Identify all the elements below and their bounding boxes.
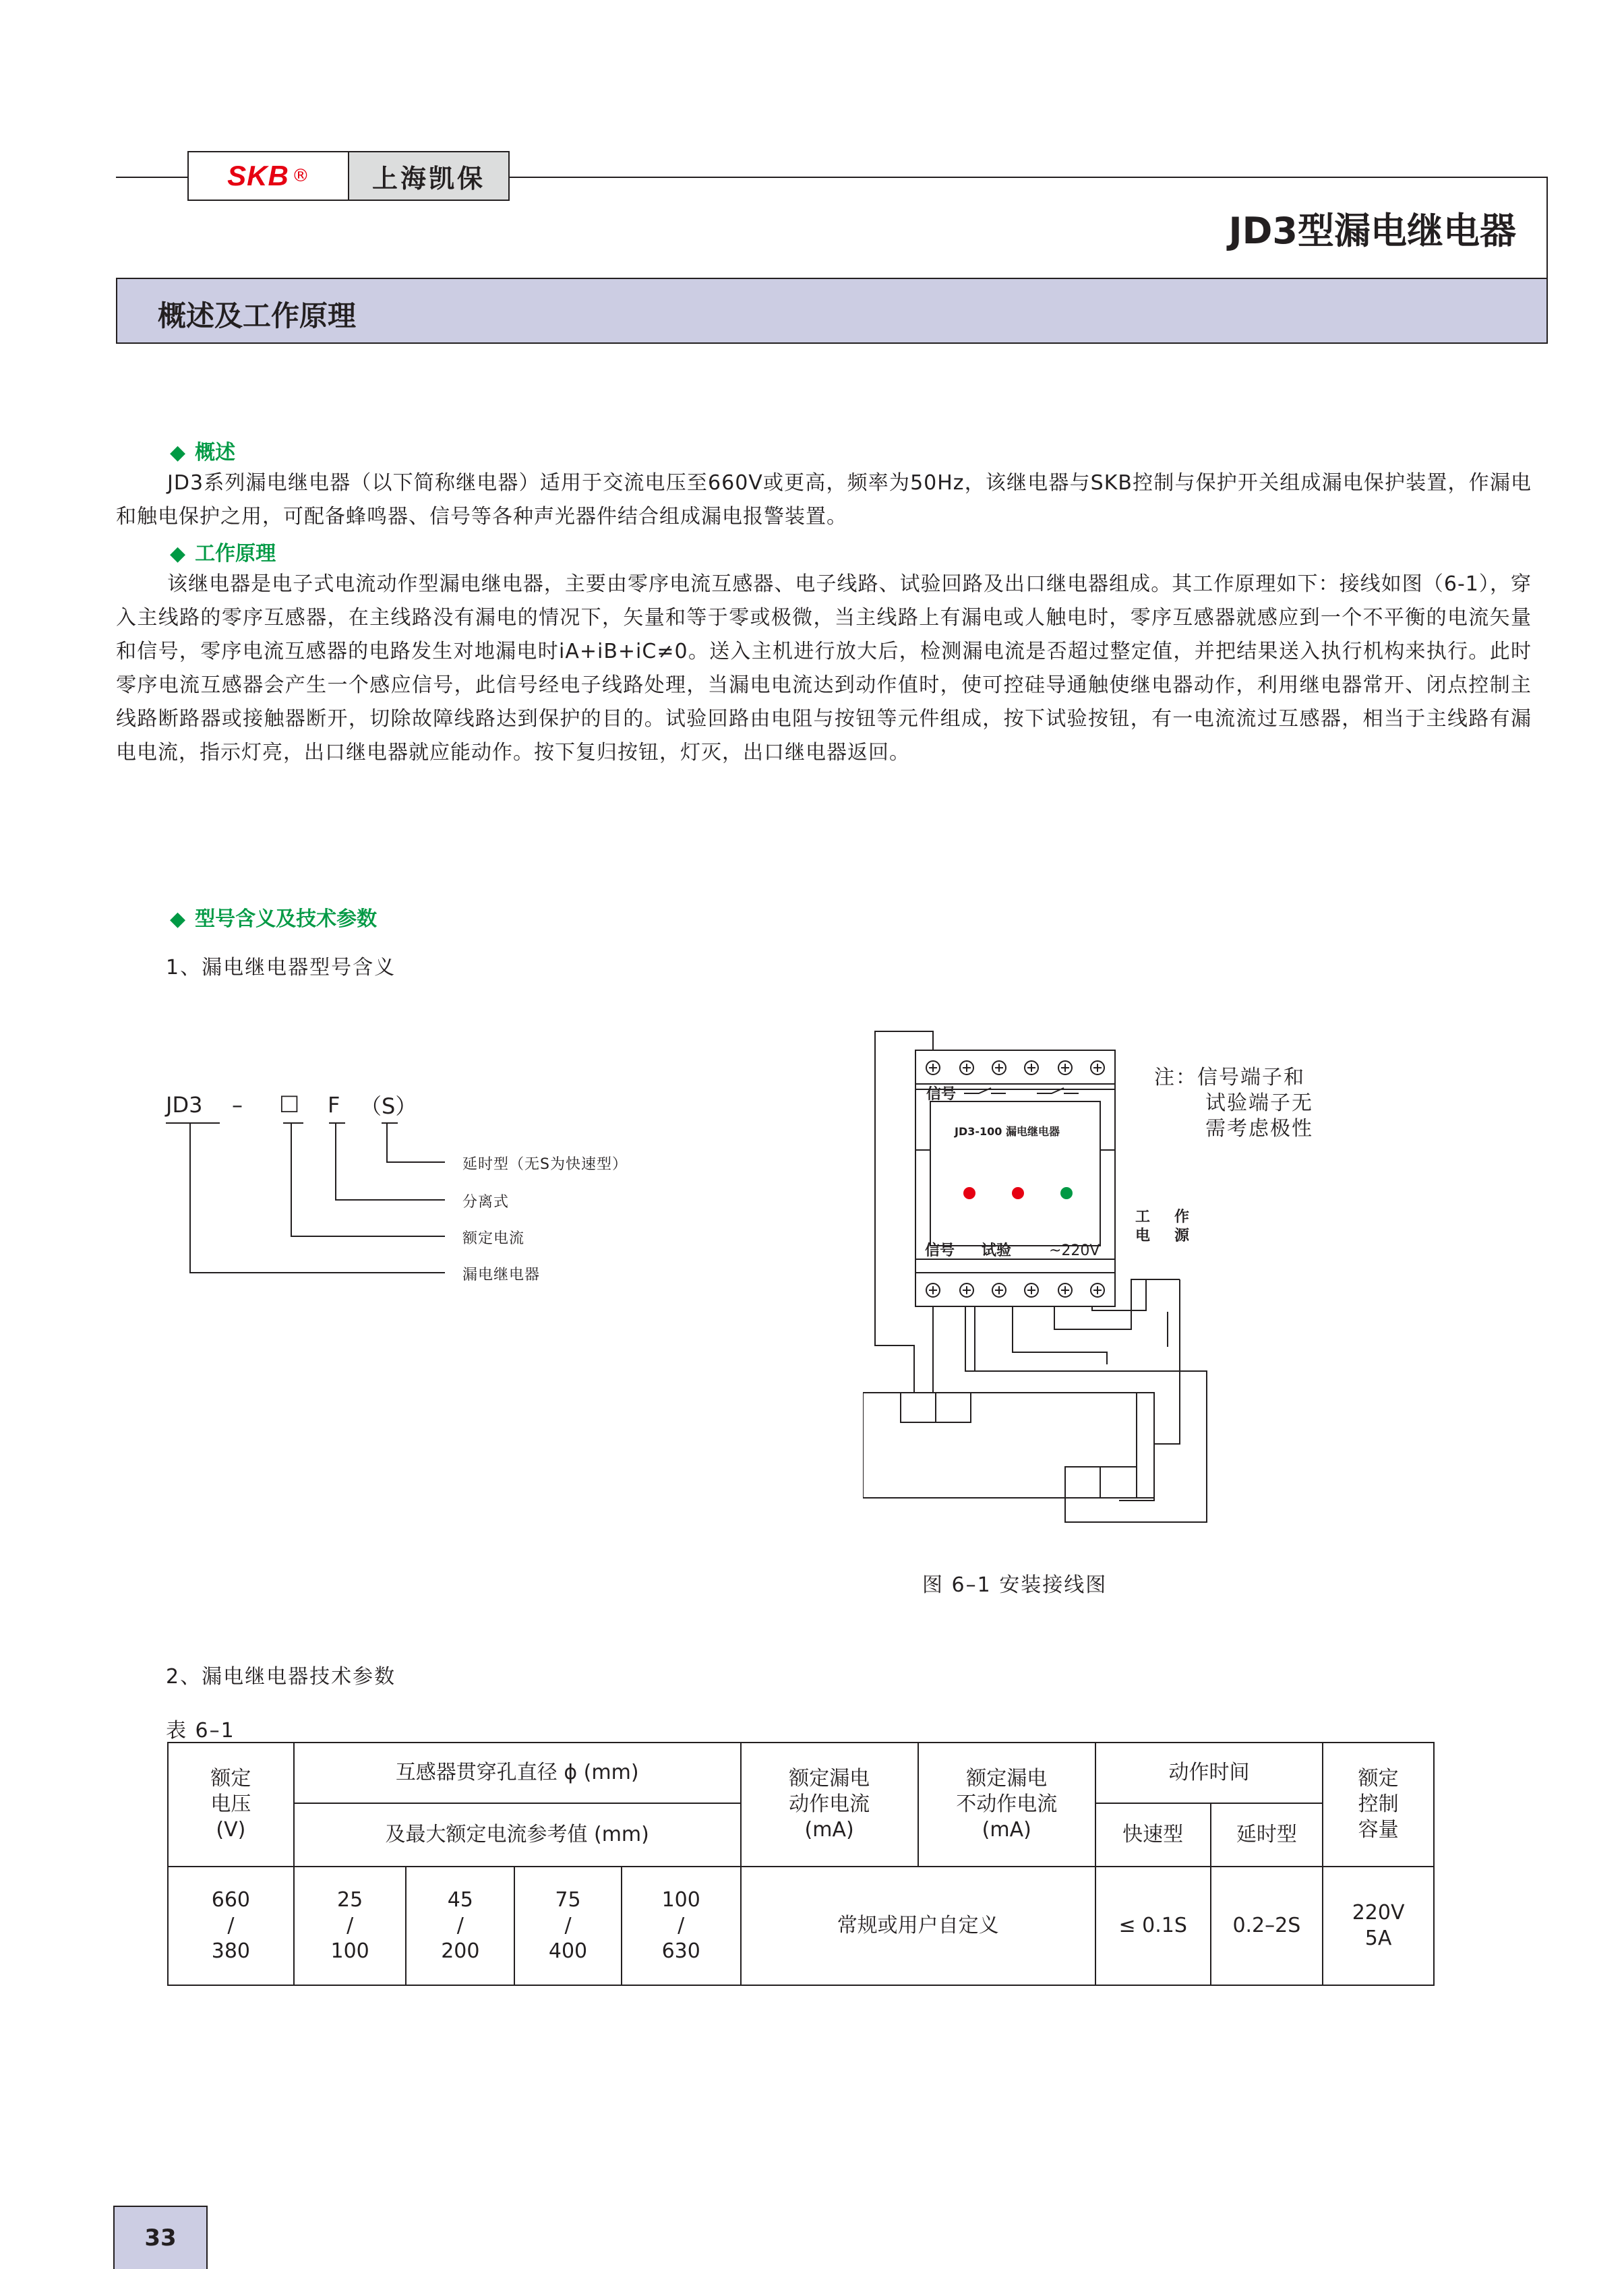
principle-heading: ◆ 工作原理 [170,542,276,566]
table-row [168,1867,1434,1985]
bottom-test-label: 试验 [982,1242,1012,1259]
th-delay: 延时型 [1211,1803,1323,1867]
legend-relay: 漏电继电器 [462,1267,541,1283]
tech-params-table [167,1742,1435,1986]
device-name-label: JD3-100 漏电继电器 [955,1125,1060,1138]
th-nontrip-current: 额定漏电 不动作电流 (mA) [918,1743,1095,1867]
bottom-220v-label: ~220V [1049,1242,1100,1259]
table-item-2: 2、漏电继电器技术参数 [166,1665,396,1689]
td-capacity: 220V 5A [1323,1867,1434,1985]
model-item-1: 1、漏电继电器型号含义 [166,956,396,979]
th-capacity: 额定 控制 容量 [1323,1743,1434,1867]
model-code-box: □ [279,1089,300,1115]
td-current-setting: 常规或用户自定义 [741,1867,1095,1985]
td-ct-100: 100 / 630 [622,1867,741,1985]
table-caption: 表 6–1 [166,1719,235,1743]
legend-separated: 分离式 [462,1194,510,1211]
overview-paragraph: JD3系列漏电继电器（以下简称继电器）适用于交流电压至660V或更高，频率为50Hz，该继电器与SKB控制与保护开关组成漏电保护装置，作漏电和触电保护之用，可配备蜂鸣器、信号等各种声光器件结合组成漏电报警装置。 [116,471,1532,528]
diamond-bullet-icon: ◆ [170,907,186,931]
side-label-work: 工电 [1135,1209,1151,1244]
td-ct-25: 25 / 100 [294,1867,407,1985]
diagram-caption: 图 6–1 安装接线图 [922,1573,1108,1597]
indicator-light-red-2 [1012,1187,1024,1199]
section-title: 概述及工作原理 [158,299,357,332]
th-voltage: 额定 电压 (V) [168,1743,294,1867]
diamond-bullet-icon: ◆ [170,441,186,464]
th-trip-current: 额定漏电 动作电流 (mA) [741,1743,918,1867]
brand-logo: SKB ® 上海凯保 [187,151,510,201]
indicator-light-green [1060,1187,1073,1199]
diamond-bullet-icon: ◆ [170,542,186,566]
diagram-note: 注：信号端子和 试验端子无 需考虑极性 [1154,1066,1313,1141]
model-code-dash: – [232,1092,243,1118]
td-ct-45: 45 / 200 [406,1867,514,1985]
th-fast: 快速型 [1095,1803,1211,1867]
bottom-signal-label: 信号 [925,1242,955,1259]
td-ct-75: 75 / 400 [514,1867,622,1985]
model-code-s: （S） [360,1093,417,1119]
th-action-time: 动作时间 [1095,1743,1323,1803]
brand-cn-name: 上海凯保 [349,152,508,200]
model-code-prefix: JD3 [166,1092,203,1118]
indicator-light-red-1 [963,1187,975,1199]
model-code-f: F [328,1092,340,1118]
principle-paragraph: 该继电器是电子式电流动作型漏电继电器，主要由零序电流互感器、电子线路、试验回路及出口继电器组成。其工作原理如下：接线如图（6-1），穿入主线路的零序互感器，在主线路没有漏电的情况下，矢量和等于零或极微，当主线路上有漏电或人触电时，零序互感器就感应到一个不平衡的电流矢量和信号，零序电流互感器的电路发生对地漏电时iA+iB+iC≠0。送入主机进行放大后，检测漏电流是否超过整定值，并把结果送入执行机构来执行。此时零序电流互感器会产生一个感应信号，此信号经电子线路处理，当漏电电流达到动作值时，使可控硅导通触使继电器动作，利用继电器常开、闭点控制主线路断路器或接触器断开，切除故障线路达到保护的目的。试验回路由电阻与按钮等元件组成，按下试验按钮，有一电流流过互感器，相当于主线路有漏电电流，指示灯亮，出口继电器就应能动作。按下复归按钮，灯灭，出口继电器返回。 [116,572,1532,764]
td-voltage: 660 / 380 [168,1867,294,1985]
th-ct-diameter: 互感器贯穿孔直径 ϕ (mm) [294,1743,741,1803]
td-delay: 0.2–2S [1211,1867,1323,1985]
td-fast: ≤ 0.1S [1095,1867,1211,1985]
model-heading: ◆ 型号含义及技术参数 [170,907,378,931]
overview-heading: ◆ 概述 [170,441,236,464]
legend-delay-type: 延时型（无S为快速型） [462,1156,628,1173]
side-label-power: 作源 [1174,1209,1190,1244]
legend-rated-current: 额定电流 [462,1230,525,1247]
top-signal-label: 信号 [926,1086,957,1103]
th-ct-current: 及最大额定电流参考值 (mm) [294,1803,741,1867]
product-title: JD3型漏电继电器 [1228,210,1516,252]
skb-logo: SKB [227,160,289,191]
page-number: 33 [113,2206,208,2269]
